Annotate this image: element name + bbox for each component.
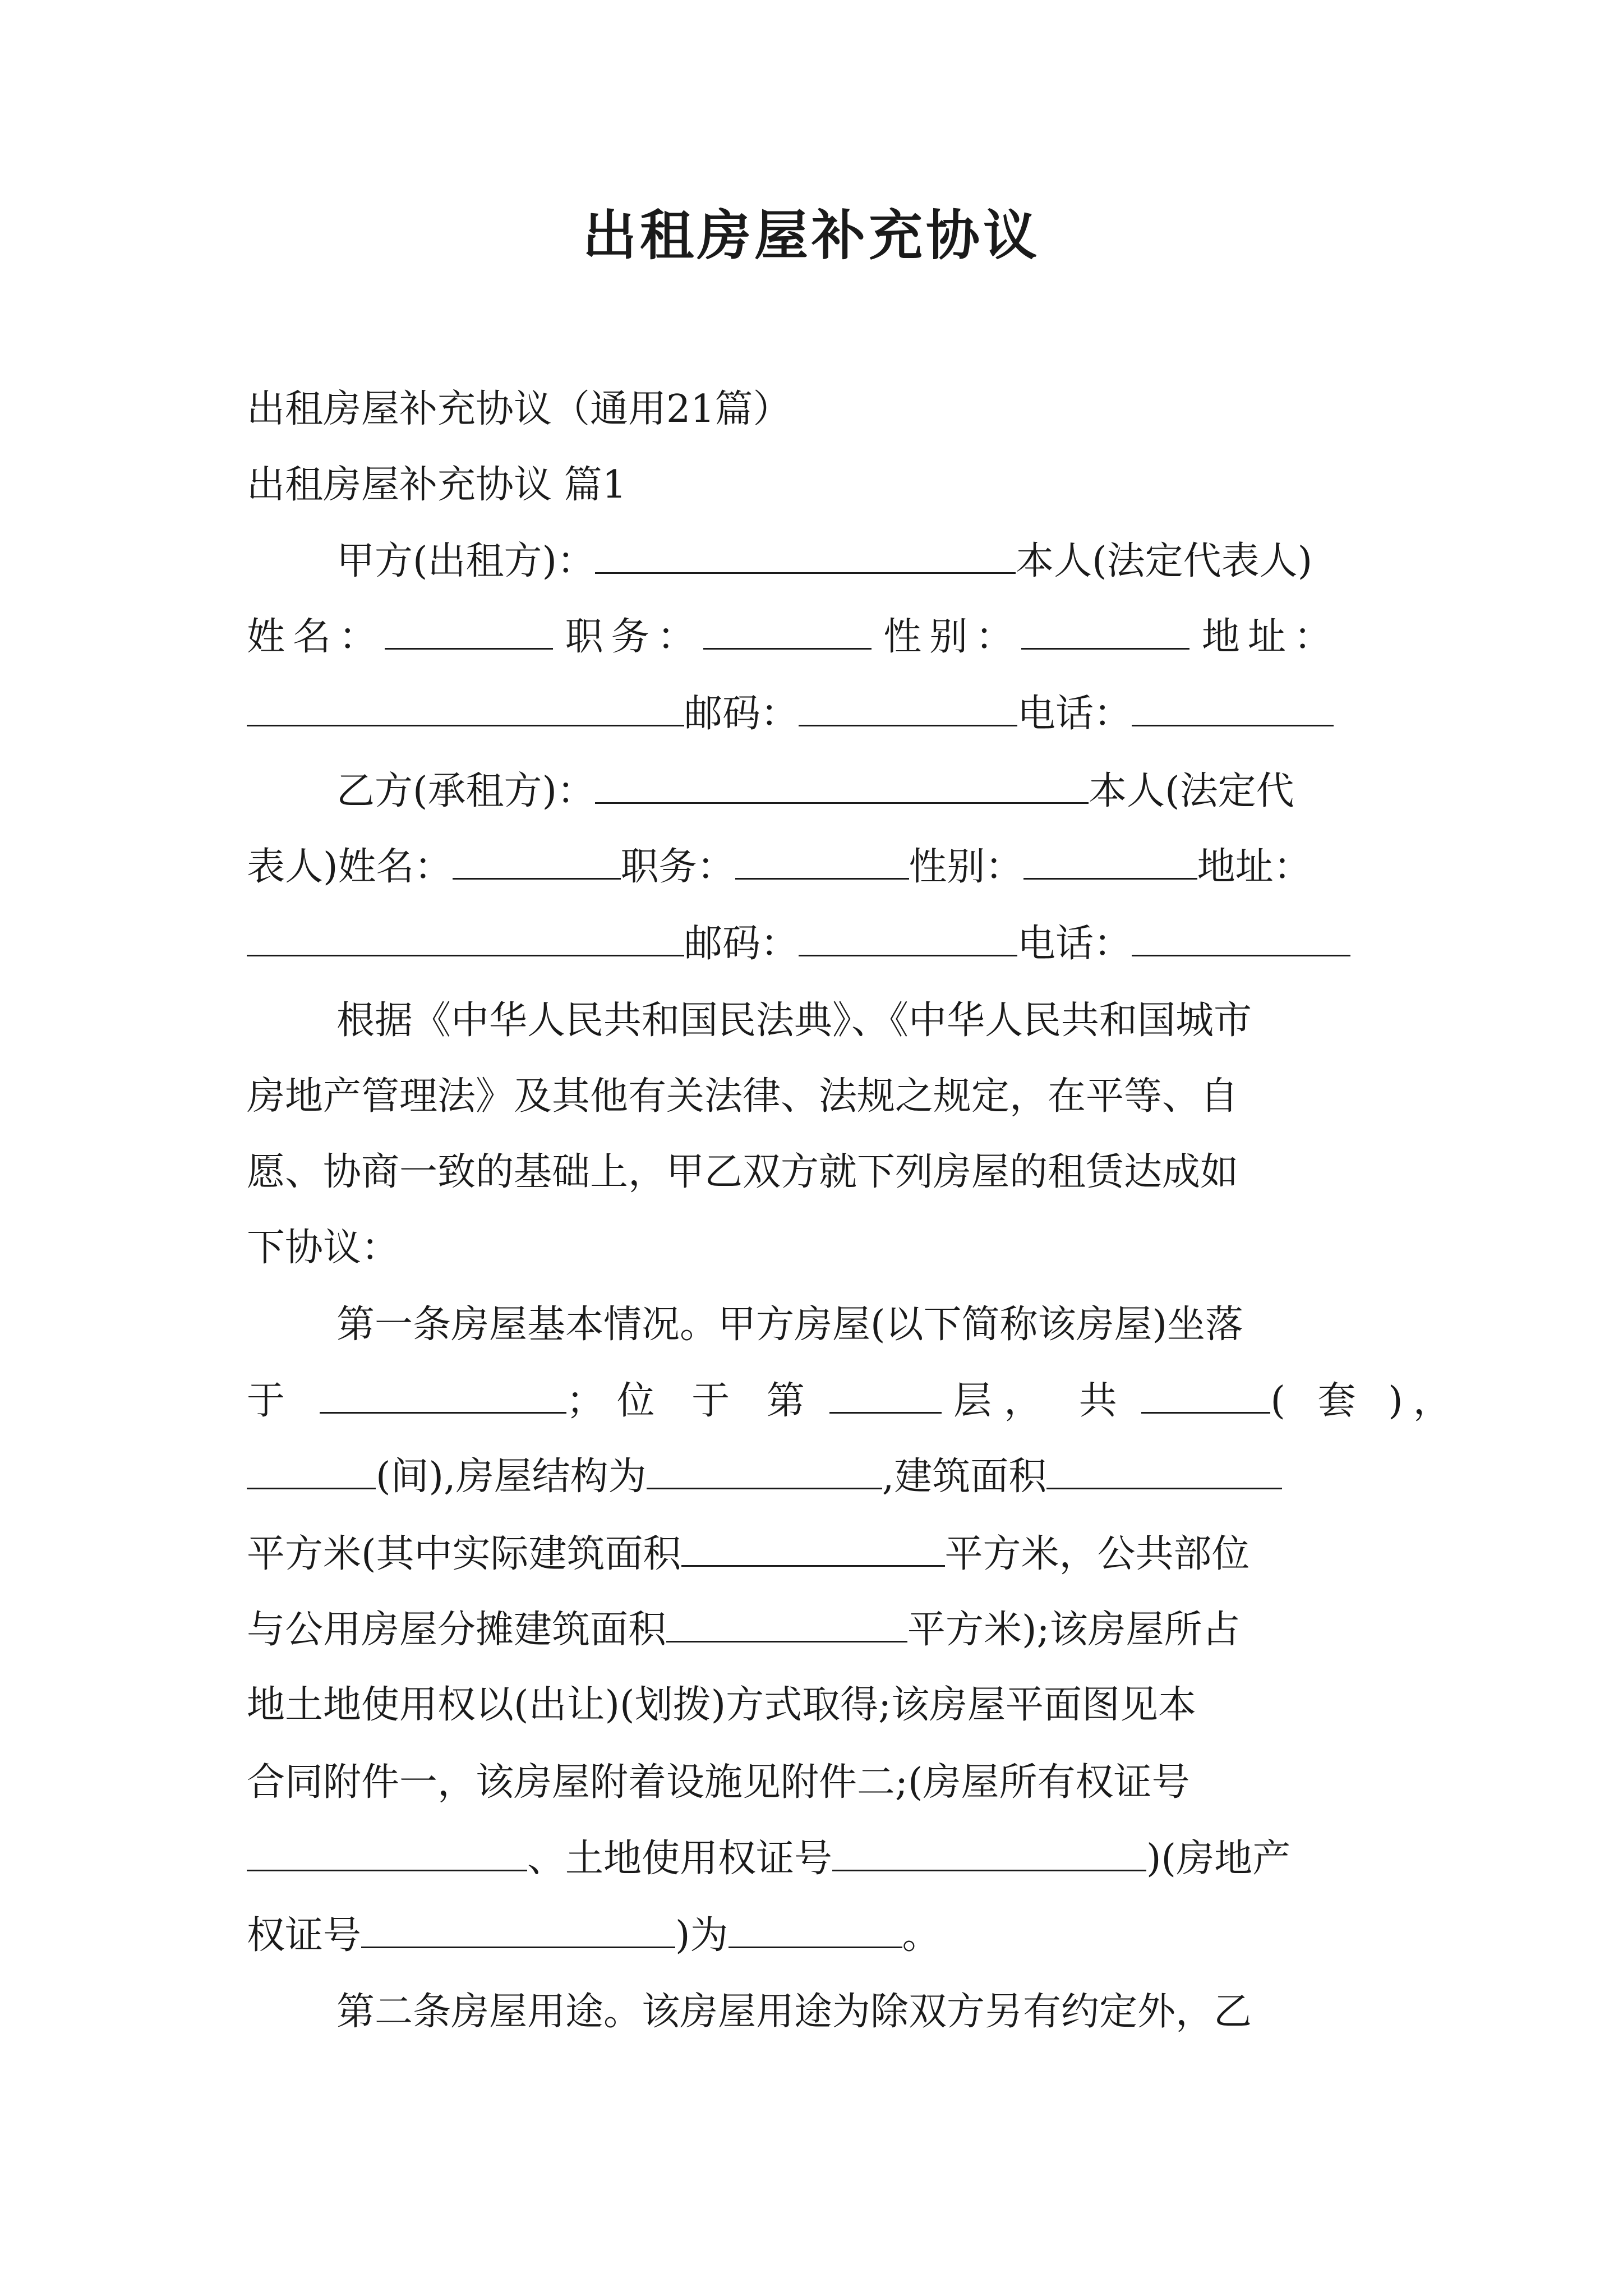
party-a-contact-line	[247, 685, 1334, 742]
certificate-line	[247, 1830, 1290, 1887]
gender-label: 性别：	[883, 615, 1022, 659]
party-b-rep-label: 本人(法定代	[1089, 769, 1294, 813]
text-fragment: 平方米，公共部位	[944, 1532, 1250, 1576]
article-1-shared-area-line	[247, 1602, 1240, 1658]
blank-field	[1023, 839, 1197, 880]
blank-field	[735, 839, 909, 880]
article-1-structure-line	[247, 1448, 1282, 1505]
text-fragment: 层， 共	[953, 1379, 1129, 1423]
text-fragment: 与公用房屋分摊建筑面积	[247, 1608, 667, 1652]
blank-field	[728, 1907, 902, 1948]
text-fragment: 平方米);该房屋所占	[907, 1608, 1241, 1652]
article-2-line: 第二条房屋用途。该房屋用途为除双方另有约定外，乙	[336, 1990, 1252, 2034]
paragraph-line: 根据《中华人民共和国民法典》、《中华人民共和国城市	[336, 999, 1252, 1043]
article-1-area-line	[247, 1526, 1250, 1582]
party-a-rep-label: 本人(法定代表人)	[1016, 539, 1313, 583]
party-b-details-line	[247, 839, 1312, 895]
party-b-contact-line	[247, 915, 1350, 972]
text-fragment: )为	[675, 1913, 728, 1958]
party-b-label: 乙方(承租方)：	[336, 769, 596, 813]
section-heading	[247, 457, 626, 513]
position-label: 职务：	[565, 615, 703, 659]
paragraph-line: 房地产管理法》及其他有关法律、法规之规定，在平等、自	[247, 1074, 1239, 1119]
blank-field	[453, 839, 621, 880]
gender-label: 性别：	[909, 845, 1023, 889]
blank-field	[595, 533, 1016, 574]
party-a-details-line	[247, 609, 1340, 665]
address-label: 地址：	[1197, 845, 1312, 889]
postcode-label: 邮码：	[684, 922, 799, 966]
blank-field	[1046, 1448, 1282, 1489]
blank-field	[1132, 915, 1350, 956]
article-1-location-line	[247, 1373, 1461, 1429]
certificate-line-2	[247, 1907, 940, 1964]
document-title: 出租房屋补充协议	[583, 204, 1040, 267]
phone-label: 电话：	[1017, 922, 1132, 966]
blank-field	[320, 1373, 566, 1414]
text-fragment: 平方米(其中实际建筑面积	[247, 1532, 681, 1576]
subtitle-line	[247, 381, 791, 438]
paragraph-line: 地土地使用权以(出让)(划拨)方式取得;该房屋平面图见本	[247, 1683, 1197, 1727]
party-b-line	[336, 763, 1294, 820]
text-fragment: 。	[902, 1913, 940, 1958]
text-fragment: 于	[247, 1379, 285, 1423]
address-label: 地址：	[1201, 615, 1340, 659]
paragraph-line: 合同附件一，该房屋附着设施见附件二;(房屋所有权证号	[247, 1760, 1190, 1805]
paragraph-line: 愿、协商一致的基础上，甲乙双方就下列房屋的租赁达成如	[247, 1150, 1239, 1194]
blank-field	[829, 1373, 942, 1414]
text-fragment: (间),房屋结构为	[376, 1455, 647, 1499]
text-fragment: 权证号	[247, 1913, 362, 1958]
subtitle-text: 出租房屋补充协议（通用21篇）	[247, 387, 791, 431]
text-fragment: ,建筑面积	[882, 1455, 1047, 1499]
blank-field	[385, 609, 553, 650]
blank-field	[247, 1830, 527, 1871]
blank-field	[247, 915, 684, 956]
blank-field	[799, 915, 1017, 956]
postcode-label: 邮码：	[684, 692, 799, 736]
blank-field	[1021, 609, 1189, 650]
phone-label: 电话：	[1017, 692, 1132, 736]
name-label: 表人)姓名：	[247, 845, 453, 889]
blank-field	[595, 763, 1089, 804]
blank-field	[247, 1448, 376, 1489]
text-fragment: )(房地产	[1146, 1837, 1291, 1881]
text-fragment: ；位 于 第	[566, 1379, 817, 1423]
blank-field	[361, 1907, 675, 1948]
party-a-line	[336, 533, 1312, 590]
text-fragment: 、土地使用权证号	[527, 1837, 833, 1881]
name-label: 姓名：	[247, 615, 385, 659]
text-fragment: ( 套 )，	[1270, 1379, 1461, 1423]
blank-field	[666, 1602, 907, 1642]
blank-field	[832, 1830, 1146, 1871]
blank-field	[1132, 685, 1334, 726]
blank-field	[1141, 1373, 1270, 1414]
blank-field	[247, 685, 684, 726]
blank-field	[799, 685, 1017, 726]
section-heading-text: 出租房屋补充协议 篇1	[247, 463, 626, 507]
blank-field	[647, 1448, 882, 1489]
article-1-line: 第一条房屋基本情况。甲方房屋(以下简称该房屋)坐落	[336, 1303, 1244, 1347]
paragraph-line: 下协议：	[247, 1226, 400, 1270]
blank-field	[681, 1526, 945, 1567]
position-label: 职务：	[620, 845, 735, 889]
party-a-label: 甲方(出租方)：	[336, 539, 596, 583]
blank-field	[703, 609, 872, 650]
